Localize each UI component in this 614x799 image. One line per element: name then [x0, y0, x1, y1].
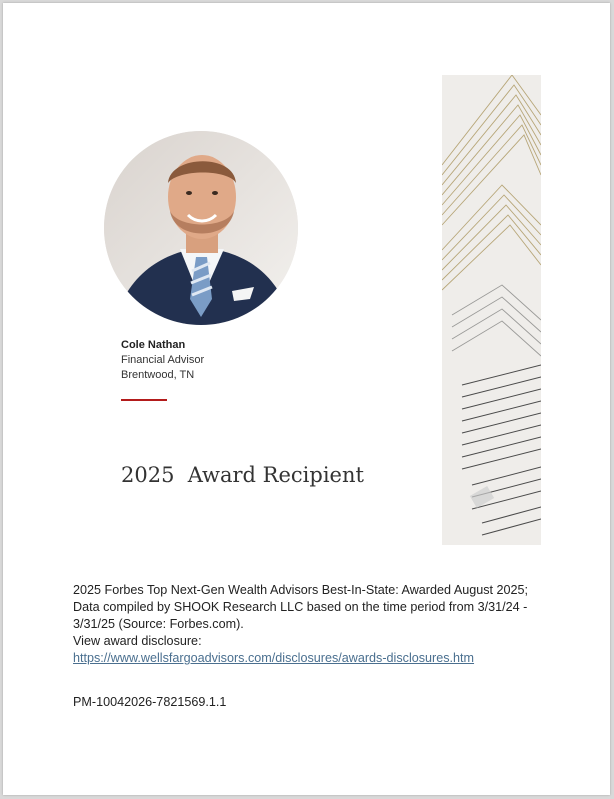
advisor-name: Cole Nathan [121, 339, 186, 351]
decorative-architecture-image [442, 75, 541, 545]
award-disclosure [73, 582, 543, 667]
disclosure-link[interactable]: https://www.wellsfargoadvisors.com/disclosures/awards-disclosures.htm [73, 651, 475, 665]
advisor-location: Brentwood, TN [121, 369, 195, 381]
award-heading: 2025 Award Recipient [121, 463, 364, 487]
document-page [3, 3, 610, 795]
disclosure-view-label: View award disclosure: [73, 634, 202, 648]
accent-rule [121, 399, 167, 401]
document-code: PM-10042026-7821569.1.1 [73, 695, 227, 709]
disclosure-text: 2025 Forbes Top Next-Gen Wealth Advisors Best-In-State: Awarded August 2025; Data compiled by SHOOK Research LLC based on the time period from 3/31/24 - 3/31/25 (Source: Forbes.com). [73, 583, 529, 631]
advisor-photo [104, 131, 298, 325]
advisor-title: Financial Advisor [121, 354, 205, 366]
advisor-info [121, 338, 204, 383]
